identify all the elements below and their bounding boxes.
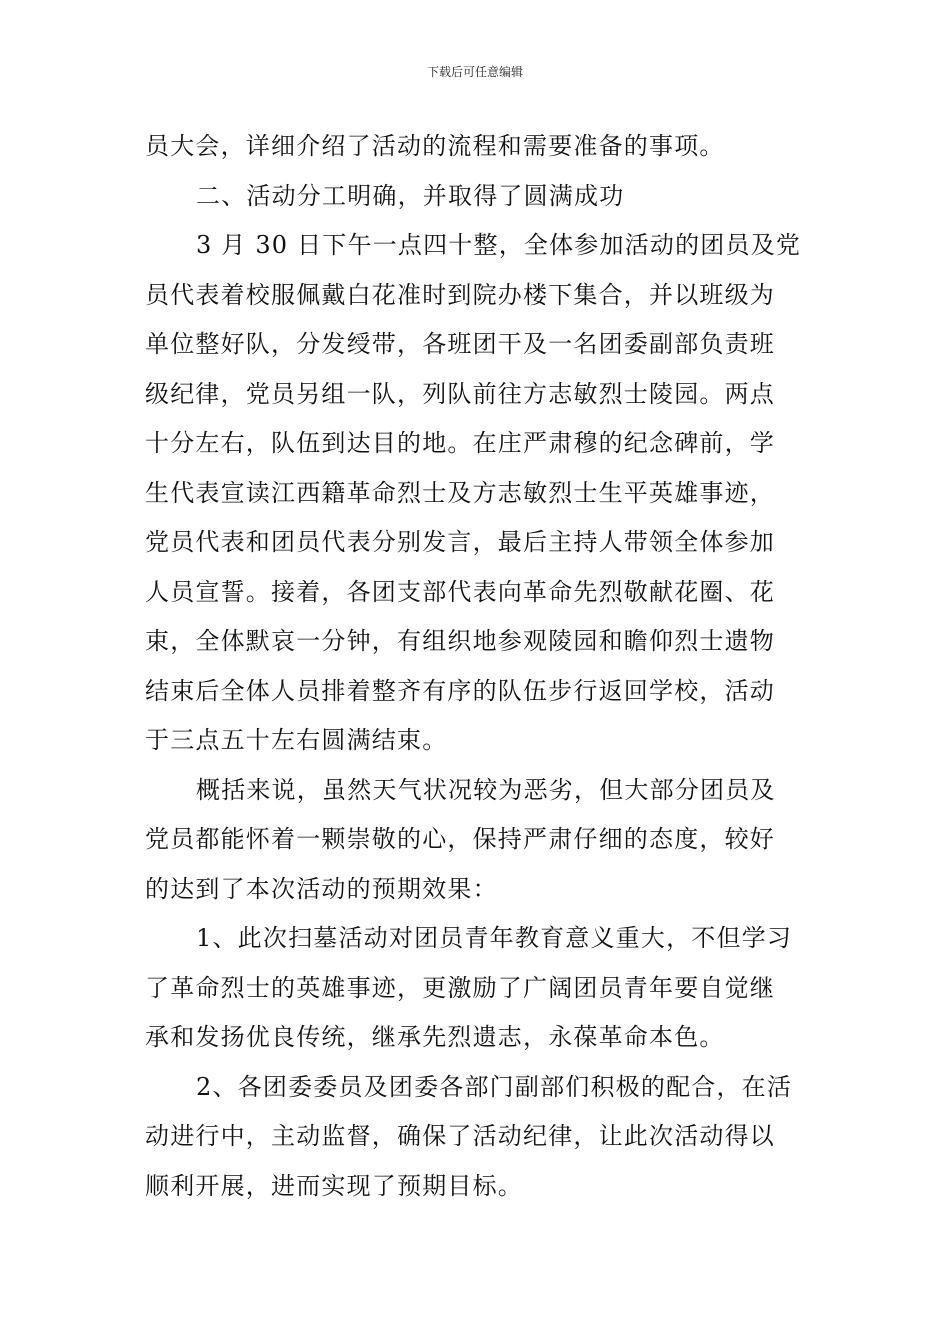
text-line: 结束后全体人员排着整齐有序的队伍步行返回学校，活动 xyxy=(145,676,775,705)
text-line: 束，全体默哀一分钟，有组织地参观陵园和瞻仰烈士遗物 xyxy=(145,627,775,655)
text-line: 级纪律，党员另组一队，列队前往方志敏烈士陵园。两点 xyxy=(145,379,775,408)
document-body xyxy=(145,122,810,1211)
text-line: 党员代表和团员代表分别发言，最后主持人带领全体参加 xyxy=(145,528,775,556)
text-line: 员大会，详细介绍了活动的流程和需要准备的事项。 xyxy=(145,132,725,160)
text-line: 了革命烈士的英雄事迹，更激励了广阔团员青年要自觉继 xyxy=(145,973,775,1002)
list-item-2: 2、各团委委员及团委各部门副部们积极的配合，在活 xyxy=(196,1072,793,1101)
text-line: 党员都能怀着一颗崇敬的心，保持严肃仔细的态度，较好 xyxy=(145,825,775,853)
text-line: 承和发扬优良传统，继承先烈遗志，永葆革命本色。 xyxy=(145,1023,725,1051)
section-heading: 二、活动分工明确，并取得了圆满成功 xyxy=(196,181,625,210)
text-line: 单位整好队，分发绶带，各班团干及一名团委副部负责班 xyxy=(145,330,775,358)
text-line: 生代表宣读江西籍革命烈士及方志敏烈士生平英雄事迹， xyxy=(145,478,775,507)
text-line: 顺利开展，进而实现了预期目标。 xyxy=(145,1171,523,1200)
text-line: 十分左右，队伍到达目的地。在庄严肃穆的纪念碑前，学 xyxy=(145,429,775,457)
text-line: 人员宣誓。接着，各团支部代表向革命先烈敬献花圈、花 xyxy=(145,577,775,606)
text-line: 动进行中，主动监督，确保了活动纪律，让此次活动得以 xyxy=(145,1122,775,1150)
text-line: 概括来说，虽然天气状况较为恶劣，但大部分团员及 xyxy=(196,775,776,804)
text-line: 员代表着校服佩戴白花准时到院办楼下集合，并以班级为 xyxy=(145,280,775,309)
page-header-note: 下载后可任意编辑 xyxy=(426,65,523,79)
text-line: 于三点五十左右圆满结束。 xyxy=(145,726,448,754)
text-line: 的达到了本次活动的预期效果： xyxy=(145,874,498,903)
text-line: 3 月 30 日下午一点四十整，全体参加活动的团员及党 xyxy=(196,231,802,259)
list-item-1: 1、此次扫墓活动对团员青年教育意义重大，不但学习 xyxy=(196,924,793,952)
